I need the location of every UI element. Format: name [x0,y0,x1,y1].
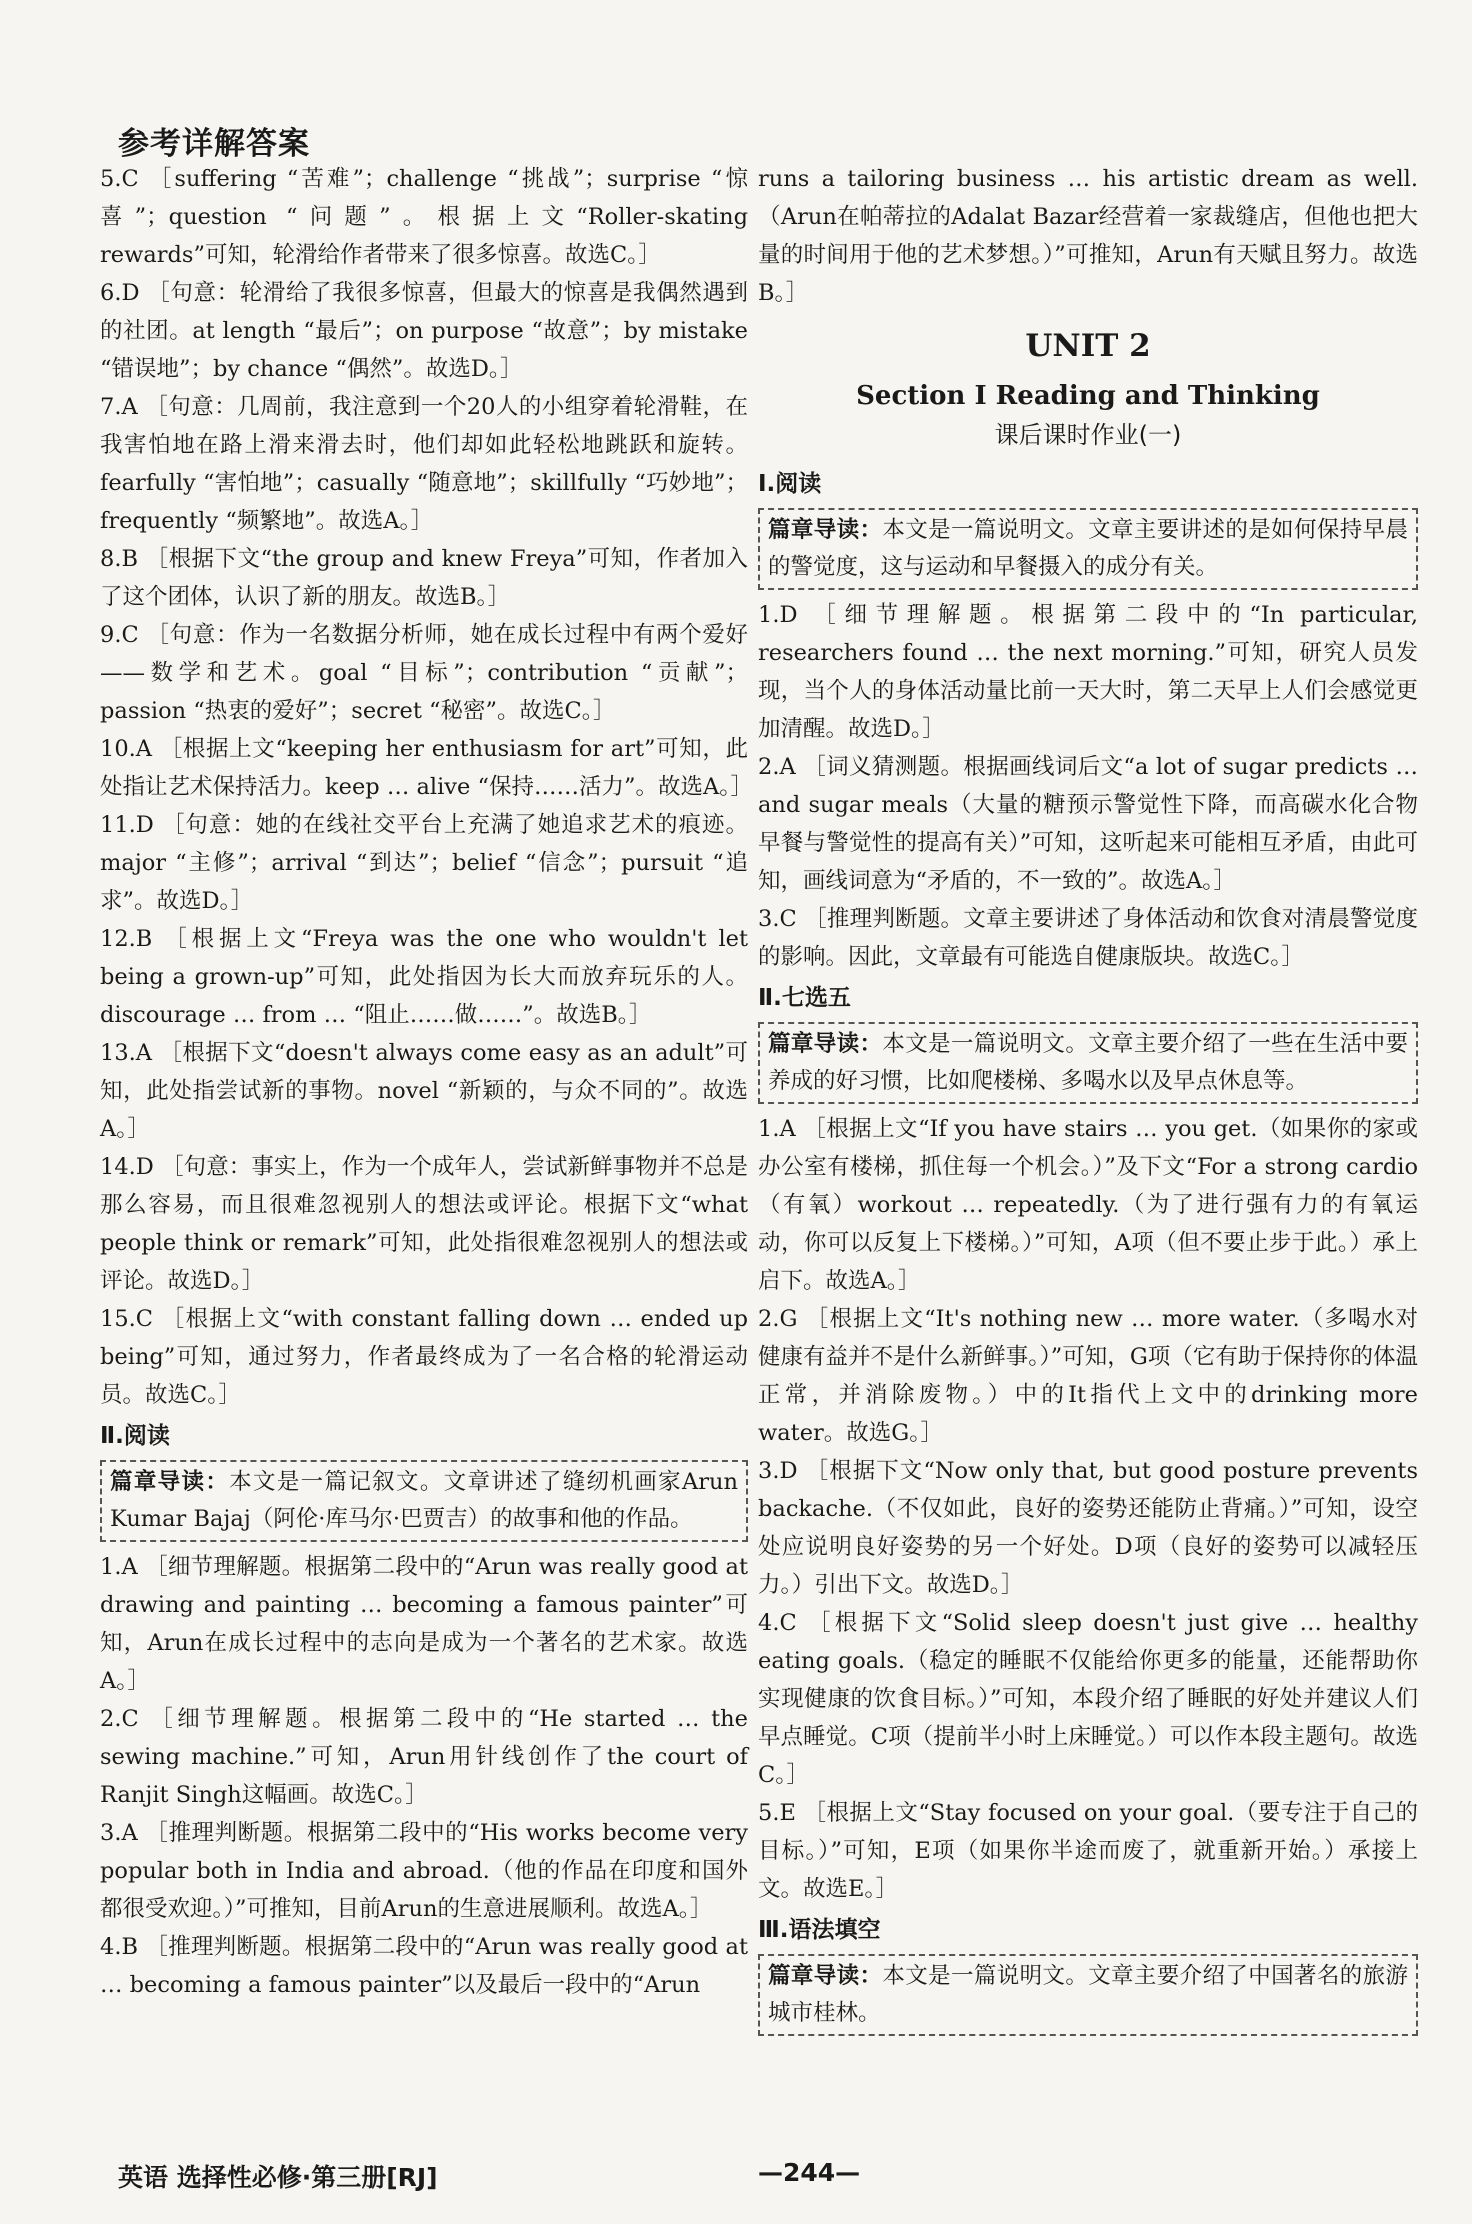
answer-item: 4.C ［根据下文“Solid sleep doesn't just give … healthy eating goals.（稳定的睡眠不仅能给你更多的能量，还能帮助你实现健康的饮食目标。）”可知，本段介绍了睡眠的好处并建议人们早点睡觉。C项（提前半小时上床睡觉。）可以作本段主题句。故选C。］ [758,1610,1418,1788]
guide-text: 本文是一篇说明文。文章主要介绍了一些在生活中要养成的好习惯，比如爬楼梯、多喝水以及早点休息等。 [768,1031,1408,1094]
answer-item: 8.B ［根据下文“the group and knew Freya”可知，作者加入了这个团体，认识了新的朋友。故选B。］ [100,546,748,610]
passage-guide [758,508,1418,590]
guide-label: 篇章导读： [768,1031,883,1057]
answer-item: 10.A ［根据上文“keeping her enthusiasm for art”可知，此处指让艺术保持活力。keep … alive “保持……活力”。故选A。］ [100,736,753,800]
answer-item: 5.E ［根据上文“Stay focused on your goal.（要专注于自己的目标。）”可知，E项（如果你半途而废了，就重新开始。）承接上文。故选E。］ [758,1800,1418,1902]
guide-text: 本文是一篇说明文。文章主要介绍了中国著名的旅游城市桂林。 [768,1963,1408,2026]
right-column [758,160,1418,2042]
answer-item: 1.D ［细节理解题。根据第二段中的“In particular, researchers found … the next morning.”可知，研究人员发现，当个人的身体活动量比前一天大时，第二天早上人们会感觉更加清醒。故选D。］ [758,602,1418,742]
answer-item: 3.D ［根据下文“Now only that, but good posture prevents backache.（不仅如此，良好的姿势还能防止背痛。）”可知，设空处应说明良好姿势的另一个好处。D项（良好的姿势可以减轻压力。）引出下文。故选D。］ [758,1458,1418,1598]
answer-item: 4.B ［推理判断题。根据第二段中的“Arun was really good at … becoming a famous painter”以及最后一段中的“Arun [100,1934,748,1998]
left-column [100,160,753,2004]
answer-item: 12.B ［根据上文“Freya was the one who wouldn't let being a grown-up”可知，此处指因为长大而放弃玩乐的人。discourage … from … “阻止……做……”。故选B。］ [100,926,748,1028]
passage-guide [100,1460,748,1542]
answer-item: 2.G ［根据上文“It's nothing new … more water.（多喝水对健康有益并不是什么新鲜事。）”可知，G项（它有助于保持你的体温正常，并消除废物。）中的It指代上文中的drinking more water。故选G。］ [758,1306,1418,1446]
unit-title: UNIT 2 [1025,328,1151,364]
passage-guide [758,1022,1418,1104]
answer-item: 14.D ［句意：事实上，作为一个成年人，尝试新鲜事物并不总是那么容易，而且很难忽视别人的想法或评论。根据下文“what people think or remark”可知，此处指很难忽视别人的想法或评论。故选D。］ [100,1154,748,1294]
answer-item: 3.C ［推理判断题。文章主要讲述了身体活动和饮食对清晨警觉度的影响。因此，文章最有可能选自健康版块。故选C。］ [758,906,1418,970]
answer-item-continued: runs a tailoring business … his artistic dream as well.（Arun在帕蒂拉的Adalat Bazar经营着一家裁缝店，但他也把大量的时间用于他的艺术梦想。）”可推知，Arun有天赋且努力。故选B。］ [758,166,1418,306]
footer-book-title: 英语 选择性必修·第三册[RJ] [118,2163,438,2192]
section-heading: Ⅱ.阅读 [100,1423,170,1449]
answer-item: 3.A ［推理判断题。根据第二段中的“His works become very popular both in India and abroad.（他的作品在印度和国外都很受欢迎。）”可推知，目前Arun的生意进展顺利。故选A。］ [100,1820,748,1922]
answer-item: 1.A ［细节理解题。根据第二段中的“Arun was really good at drawing and painting … becoming a famous painter”可知，Arun在成长过程中的志向是成为一个著名的艺术家。故选A。］ [100,1554,748,1694]
answer-item: 2.A ［词义猜测题。根据画线词后文“a lot of sugar predicts … and sugar meals（大量的糖预示警觉性下降，而高碳水化合物早餐与警觉性的提高有关）”可知，这听起来可能相互矛盾，由此可知，画线词意为“矛盾的，不一致的”。故选A。］ [758,754,1418,894]
page-number: —244— [758,2158,861,2187]
guide-label: 篇章导读： [110,1469,230,1495]
guide-text: 本文是一篇记叙文。文章讲述了缝纫机画家Arun Kumar Bajaj（阿伦·库马尔·巴贾吉）的故事和他的作品。 [110,1469,738,1532]
guide-label: 篇章导读： [768,517,883,543]
homework-title: 课后课时作业(一) [994,421,1182,449]
page-header-title: 参考详解答案 [118,126,310,162]
guide-label: 篇章导读： [768,1963,883,1989]
section-heading: Ⅲ.语法填空 [758,1917,881,1943]
passage-guide [758,1954,1418,2036]
answer-item: 11.D ［句意：她的在线社交平台上充满了她追求艺术的痕迹。major “主修”；arrival “到达”；belief “信念”；pursuit “追求”。故选D。］ [100,812,748,914]
answer-item: 7.A ［句意：几周前，我注意到一个20人的小组穿着轮滑鞋，在我害怕地在路上滑来滑去时，他们却如此轻松地跳跃和旋转。fearfully “害怕地”；casually “随意地”；skillfully “巧妙地”；frequently “频繁地”。故选A。］ [100,394,748,534]
answer-item: 15.C ［根据上文“with constant falling down … ended up being”可知，通过努力，作者最终成为了一名合格的轮滑运动员。故选C。］ [100,1306,748,1408]
section-title: Section Ⅰ Reading and Thinking [856,381,1320,411]
answer-item: 6.D ［句意：轮滑给了我很多惊喜，但最大的惊喜是我偶然遇到的社团。at length “最后”；on purpose “故意”；by mistake “错误地”；by chance “偶然”。故选D。］ [100,280,748,382]
section-heading: Ⅱ.七选五 [758,985,851,1011]
guide-text: 本文是一篇说明文。文章主要讲述的是如何保持早晨的警觉度，这与运动和早餐摄入的成分有关。 [768,517,1408,580]
answer-item: 9.C ［句意：作为一名数据分析师，她在成长过程中有两个爱好——数学和艺术。goal “目标”；contribution “贡献”；passion “热衷的爱好”；secret “秘密”。故选C。］ [100,622,748,724]
answer-item: 5.C ［suffering “苦难”；challenge “挑战”；surprise “惊喜”；question “问题”。根据上文“Roller-skating rewards”可知，轮滑给作者带来了很多惊喜。故选C。］ [100,166,748,268]
answer-item: 1.A ［根据上文“If you have stairs … you get.（如果你的家或办公室有楼梯，抓住每一个机会。）”及下文“For a strong cardio（有氧）workout … repeatedly.（为了进行强有力的有氧运动，你可以反复上下楼梯。）”可知，A项（但不要止步于此。）承上启下。故选A。］ [758,1116,1418,1294]
page-footer [118,2158,1428,2198]
section-heading: Ⅰ.阅读 [758,471,822,497]
answer-item: 13.A ［根据下文“doesn't always come easy as an adult”可知，此处指尝试新的事物。novel “新颖的，与众不同的”。故选A。］ [100,1040,748,1142]
answer-item: 2.C ［细节理解题。根据第二段中的“He started … the sewing machine.”可知，Arun用针线创作了the court of Ranjit Singh这幅画。故选C。］ [100,1706,748,1808]
